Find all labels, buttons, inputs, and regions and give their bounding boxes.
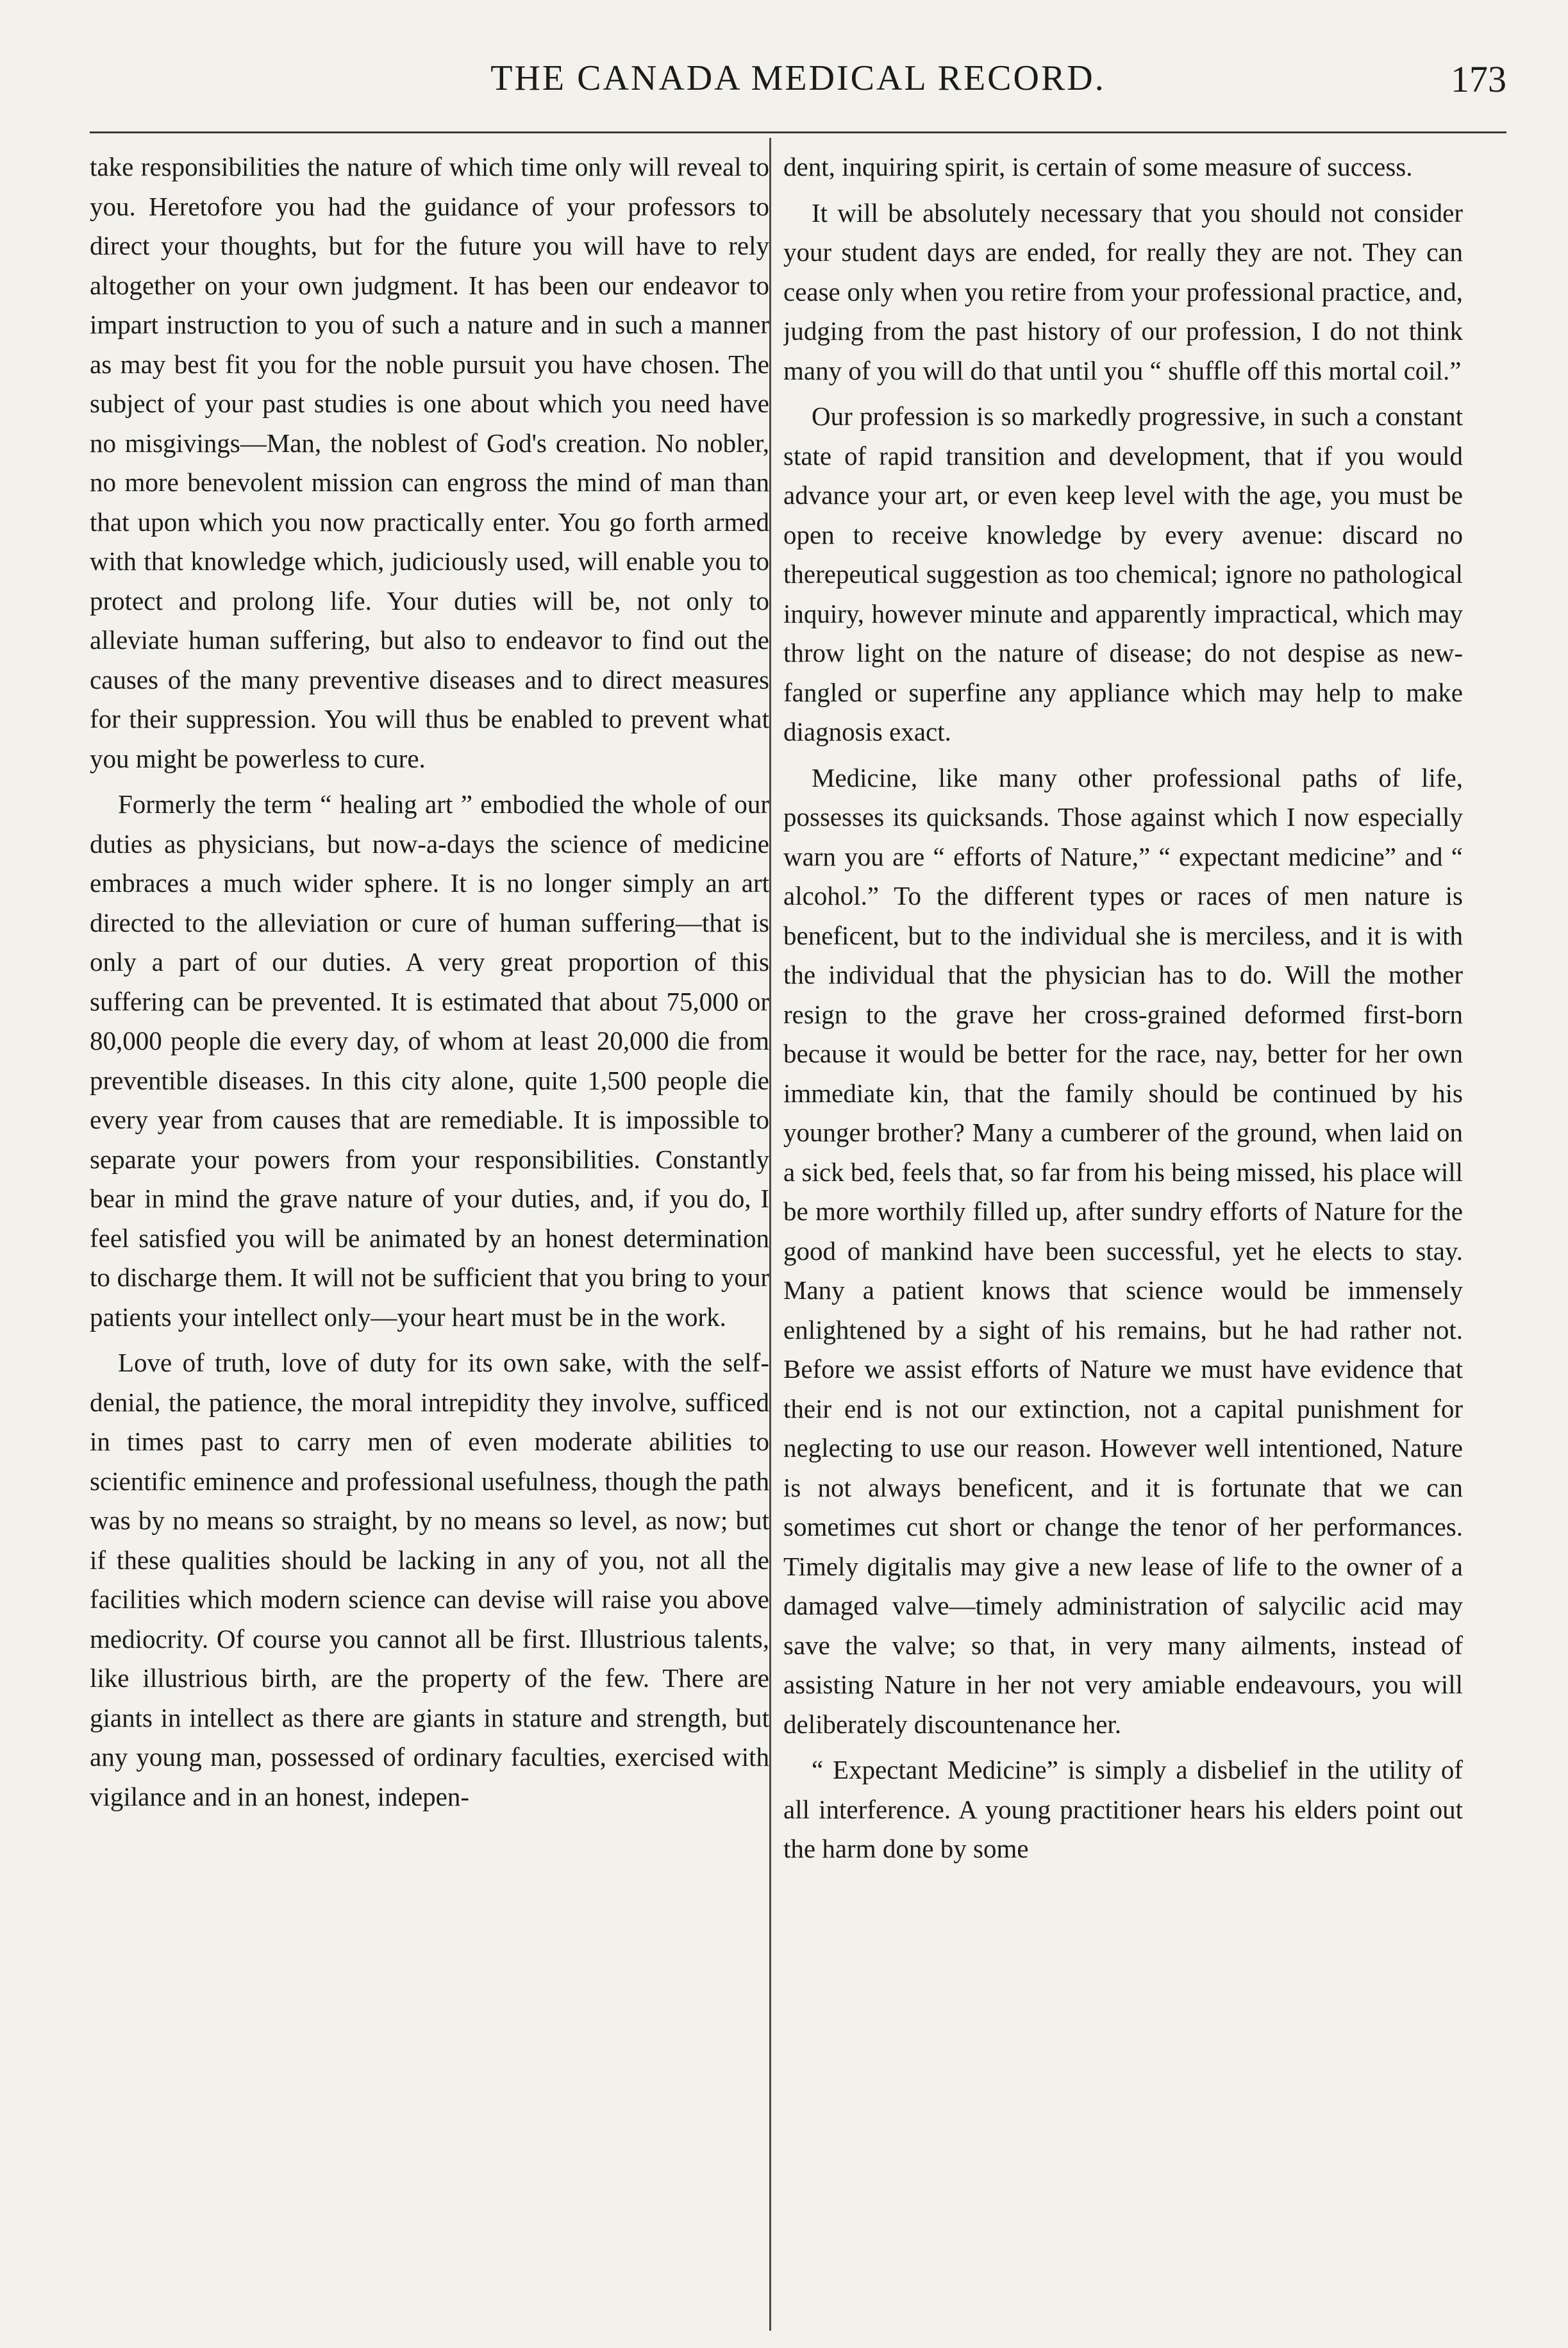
paragraph: Love of truth, love of duty for its own sake, with the self-denial, the patience, the moral intrepidity they involve, sufficed in times past to carry men of even moderate abilities to scientific eminence and professional usefulness, though the path was by no means so straight, by no means so level, as now; but if these qualities should be lacking in any of you, not all the facilities which modern science can devise will raise you above mediocrity. Of course you cannot all be first. Illustrious talents, like illustrious birth, are the property of the few. There are giants in intellect as there are giants in stature and strength, but any young man, possessed of ordinary faculties, exercised with vigilance and in an honest, indepen-: [90, 1348, 769, 1811]
column-divider: [769, 138, 771, 2331]
paragraph: “ Expectant Medicine” is simply a disbelief in the utility of all interference. A young practitioner hears his elders point out the harm done by some: [783, 1755, 1463, 1863]
paragraph: take responsibilities the nature of which time only will reveal to you. Heretofore you had the guidance of your professors to direct your thoughts, but for the future you will have to rely altogether on your own judgment. It has been our endeavor to impart instruction to you of such a nature and in such a manner as may best fit you for the noble pursuit you have chosen. The subject of your past studies is one about which you need have no misgivings—Man, the noblest of God's creation. No nobler, no more benevolent mission can engross the mind of man than that upon which you now practically enter. You go forth armed with that knowledge which, judiciously used, will enable you to protect and prolong life. Your duties will be, not only to alleviate human suffering, but also to endeavor to find out the causes of the many preventive diseases and to direct measures for their suppression. You will thus be enabled to prevent what you might be powerless to cure.: [90, 152, 769, 773]
paragraph: dent, inquiring spirit, is certain of some measure of success.: [783, 152, 1413, 181]
left-column: [90, 147, 769, 2327]
running-title: THE CANADA MEDICAL RECORD.: [490, 58, 1106, 98]
right-column: [783, 147, 1463, 2327]
page-header: [90, 45, 1506, 122]
paragraph: It will be absolutely necessary that you should not consider your student days are ended, for really they are not. They can cease only when you retire from your professional practice, and, judging from the past history of our profession, I do not think many of you will do that until you “ shuffle off this mortal coil.”: [783, 197, 1463, 385]
header-rule: [90, 131, 1506, 133]
paragraph: Formerly the term “ healing art ” embodied the whole of our duties as physicians, but now-a-days the science of medicine embraces a much wider sphere. It is no longer simply an art directed to the alleviation or cure of human suffering—that is only a part of our duties. A very great proportion of this suffering can be prevented. It is estimated that about 75,000 or 80,000 people die every day, of whom at least 20,000 die from preventible diseases. In this city alone, quite 1,500 people die every year from causes that are remediable. It is impossible to separate your powers from your responsibilities. Constantly bear in mind the grave nature of your duties, and, if you do, I feel satisfied you will be animated by an honest determination to discharge them. It will not be sufficient that you bring to your patients your intellect only—your heart must be in the work.: [90, 789, 769, 1332]
paragraph: Medicine, like many other professional paths of life, possesses its quicksands. Those against which I now especially warn you are “ efforts of Nature,” “ expectant medicine” and “ alcohol.” To the different types or races of men nature is beneficent, but to the individual she is merciless, and it is with the individual that the physician has to do. Will the mother resign to the grave her cross-grained deformed first-born because it would be better for the race, nay, better for her own immediate kin, that the family should be continued by his younger brother? Many a cumberer of the ground, when laid on a sick bed, feels that, so far from his being missed, his place will be more worthily filled up, after sundry efforts of Nature for the good of mankind have been successful, yet he elects to stay. Many a patient knows that science would be immensely enlightened by a sight of his remains, but he had rather not. Before we assist efforts of Nature we must have evidence that their end is not our extinction, not a capital punishment for neglecting to use our reason. However well intentioned, Nature is not always beneficent, and it is fortunate that we can sometimes cut short or change the tenor of her performances. Timely digitalis may give a new lease of life to the owner of a damaged valve—timely administration of salycilic acid may save the valve; so that, in very many ailments, instead of assisting Nature in her not very amiable endeavours, you will deliberately discountenance her.: [783, 762, 1463, 1739]
paragraph: Our profession is so markedly progressive, in such a constant state of rapid transition and development, that if you would advance your art, or even keep level with the age, you must be open to receive knowledge by every avenue: discard no therepeutical suggestion as too chemical; ignore no pathological inquiry, however minute and apparently impractical, which may throw light on the nature of disease; do not despise as new-fangled or superfine any appliance which may help to make diagnosis exact.: [783, 401, 1463, 746]
page-number: 173: [1451, 58, 1506, 100]
